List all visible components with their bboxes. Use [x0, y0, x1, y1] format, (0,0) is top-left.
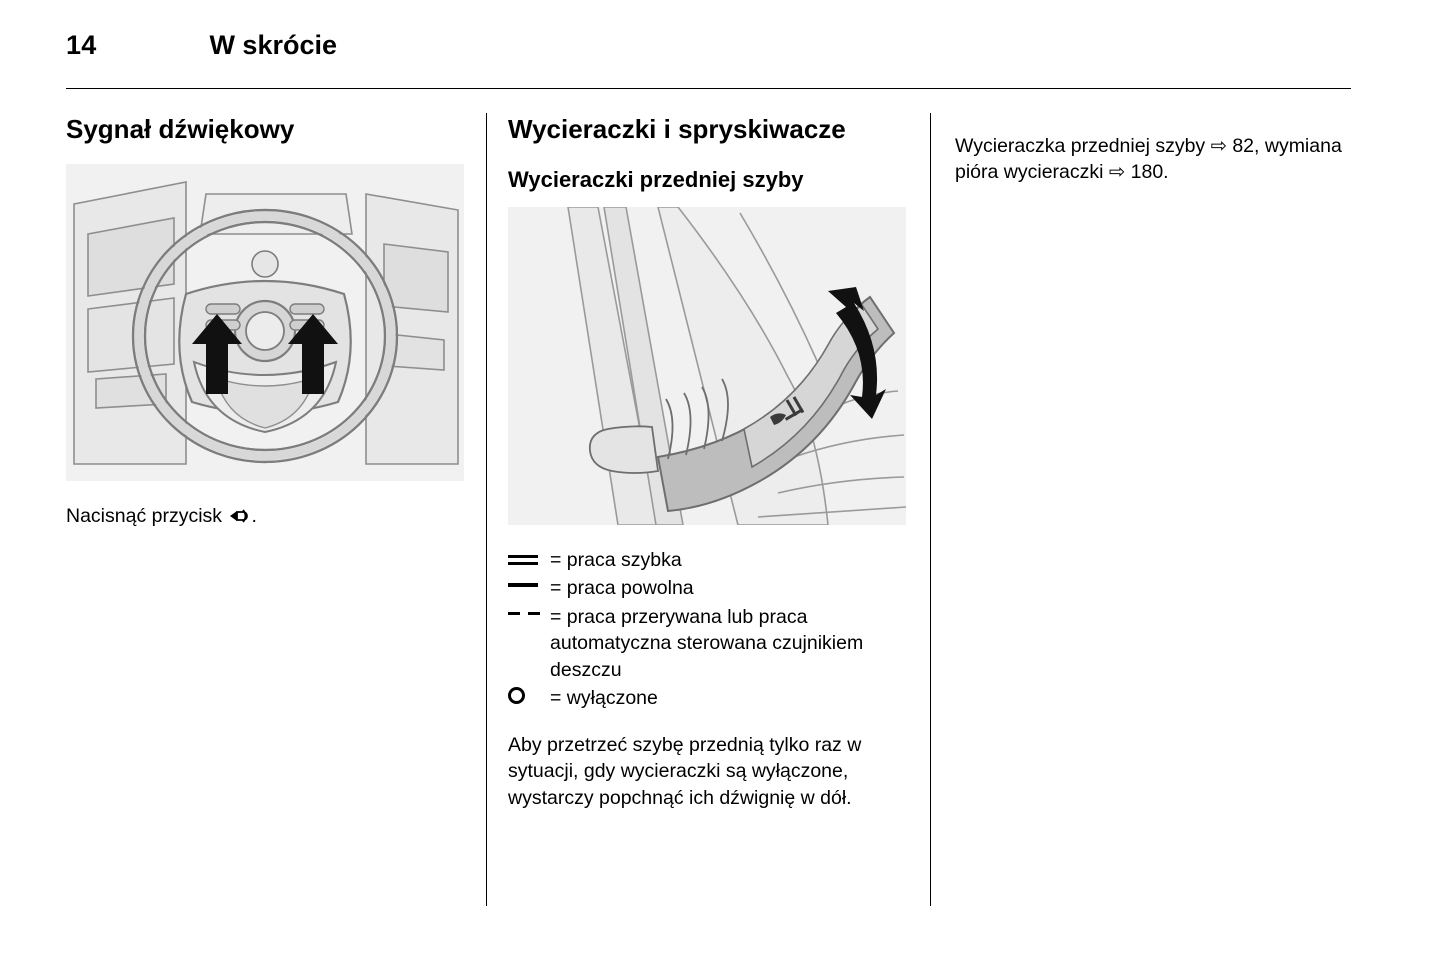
legend-text: = praca szybka — [550, 548, 682, 571]
column-left — [66, 113, 464, 549]
wiper-note: Aby przetrzeć szybę przednią tylko raz w sytuacji, gdy wycieraczki są wyłączone, wystarczy popchnąć ich dźwignię w dół. — [508, 733, 862, 809]
horn-icon — [228, 505, 250, 531]
wiper-legend — [508, 547, 908, 712]
heading-wipers: Wycieraczki i spryskiwacze — [508, 114, 846, 144]
horn-caption-prefix: Nacisnąć przycisk — [66, 505, 228, 528]
column-right — [955, 113, 1355, 205]
horn-caption — [66, 503, 464, 529]
legend-item — [508, 575, 908, 602]
single-bar-icon — [508, 575, 550, 587]
wiper-stalk-illustration — [508, 207, 906, 525]
legend-item — [508, 547, 908, 574]
cross-reference: Wycieraczka przedniej szyby ⇨ 82, wymiana pióra wycieraczki ⇨ 180. — [955, 134, 1342, 184]
legend-item — [508, 604, 908, 684]
legend-text: = wyłączone — [550, 687, 658, 710]
column-divider-1 — [486, 113, 487, 906]
heading-horn: Sygnał dźwiękowy — [66, 114, 295, 144]
legend-item — [508, 685, 908, 712]
dashed-bar-icon — [508, 604, 550, 616]
column-middle — [508, 113, 908, 831]
column-divider-2 — [930, 113, 931, 906]
header-divider — [66, 88, 1351, 89]
page-number: 14 — [66, 30, 97, 60]
horn-caption-suffix: . — [251, 505, 257, 528]
legend-text: = praca przerywana lub praca automatyczna sterowana czujnikiem deszczu — [550, 605, 864, 681]
section-title: W skrócie — [209, 30, 337, 60]
subheading-windscreen-wipers: Wycieraczki przedniej szyby — [508, 167, 804, 193]
steering-wheel-horn-illustration — [66, 164, 464, 481]
circle-icon — [508, 685, 550, 704]
page-header — [66, 30, 1356, 61]
legend-text: = praca powolna — [550, 577, 694, 600]
double-bar-icon — [508, 547, 550, 566]
